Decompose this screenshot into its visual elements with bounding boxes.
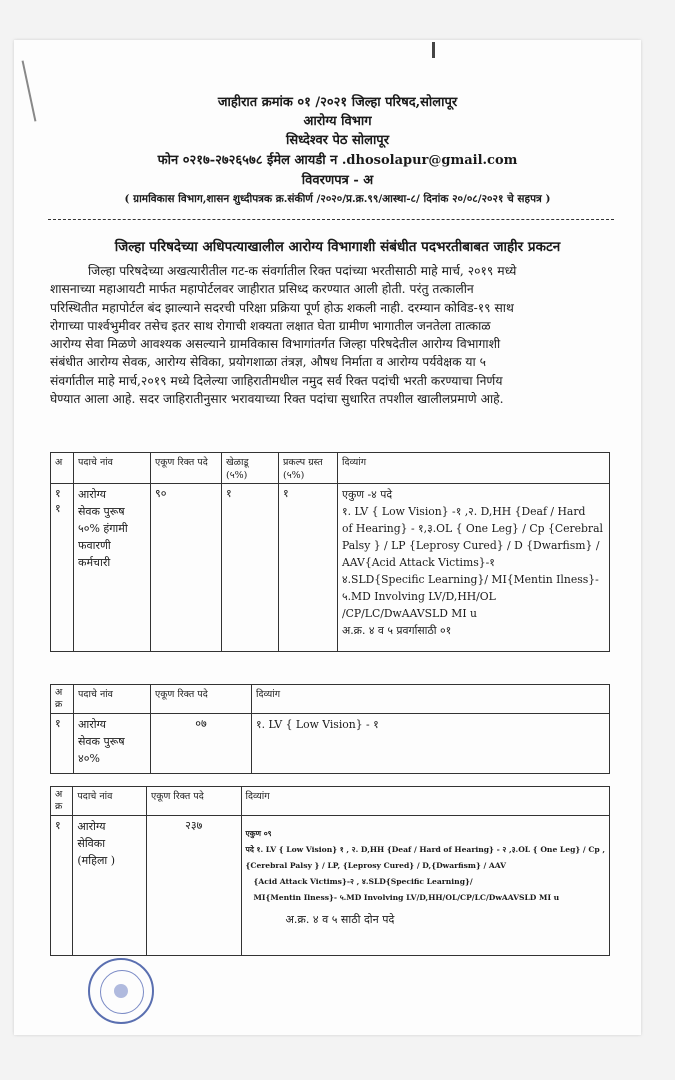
table-header-row <box>51 787 610 816</box>
header-sr: अ <box>51 453 74 484</box>
post-line: फवारणी <box>78 539 111 552</box>
disabled-note: अ.क्र. ४ व ५ साठी दोन पदे <box>285 913 395 926</box>
disabled-line: एकुण ०९ <box>245 829 272 838</box>
table-row <box>51 816 610 956</box>
table-row <box>51 484 610 652</box>
post-line: सेवक पुरूष <box>78 735 125 748</box>
notice-line: जिल्हा परिषदेच्या अखत्यारीतील गट-क संवर्गातील रिक्त पदांच्या भरतीसाठी माहे मार्च, २०१९ मध्ये <box>88 264 517 278</box>
disabled-line: of Hearing} - १,३.OL { One Leg} / Cp {Cerebral <box>342 522 603 535</box>
header-sr-label: क्र <box>55 801 63 812</box>
table-row <box>51 714 610 774</box>
header-sports-pct: (५%) <box>226 470 248 481</box>
post-line: आरोग्य <box>77 820 106 833</box>
header-sports <box>222 453 279 484</box>
header-post: पदाचे नांव <box>73 787 147 816</box>
reference-note: ( ग्रामविकास विभाग,शासन शुध्दीपत्रक क्र.संकीर्ण /२०२०/प्र.क्र.९९/आस्था-८/ दिनांक २०/०८/२०२१ चे सहपत्र ) <box>124 193 551 205</box>
notice-paragraph <box>50 262 610 408</box>
cell-disabled: १. LV { Low Vision} - १ <box>252 714 610 774</box>
table-header-row <box>51 453 610 484</box>
notice-line: घेण्यात आला आहे. सदर जाहिरातीनुसार भरावयाच्या रिक्त पदांचा सुधारित तपशील खालीलप्रमाणे आहे. <box>50 392 504 407</box>
cell-sr: १ <box>51 816 73 956</box>
statement-title: विवरणपत्र - अ <box>301 173 374 188</box>
cell-sr <box>51 484 74 652</box>
post-line: आरोग्य <box>78 718 107 731</box>
disabled-line: अ.क्र. ४ व ५ प्रवर्गासाठी ०१ <box>342 624 452 637</box>
header-disabled: दिव्यांग <box>252 685 610 714</box>
cell-total: ०७ <box>151 714 252 774</box>
disabled-line: पदे १. LV { Low Vision} १ , २. D,HH {Deaf / Hard of Hearing} - २ ,३.OL { One Leg} / Cp , <box>245 845 605 854</box>
header-post: पदाचे नांव <box>74 453 151 484</box>
cell-post <box>73 816 147 956</box>
table-header-row <box>51 685 610 714</box>
post-line: ५०% हंगामी <box>78 522 128 535</box>
separator-line <box>48 219 614 220</box>
notice-line: संवर्गातील माहे मार्च,२०१९ मध्ये दिलेल्या जाहिरातीमधील नमुद सर्व रिक्त पदांची भरती करण्याचा निर्णय <box>50 373 503 388</box>
disabled-line: {Acid Attack Victims}-२ , ४.SLD{Specific Learning}/ <box>253 877 473 886</box>
disabled-line: MI{Mentin Ilness}- ५.MD Involving LV/D,HH/OL/CP/LC/DwAAVSLD MI u <box>253 893 560 902</box>
notice-line: रोगाच्या पार्श्वभुमीवर तसेच इतर साथ रोगाची शक्यता लक्षात घेता ग्रामीण भागातील जनतेला तात्काळ <box>50 318 491 333</box>
post-line: सेविका <box>77 837 106 850</box>
cell-affected: १ <box>279 484 338 652</box>
department-name: आरोग्य विभाग <box>303 114 372 129</box>
header-sports-label: खेळाडू <box>226 457 249 468</box>
cell-total: ९० <box>151 484 222 652</box>
disabled-line: एकुण -४ पदे <box>342 488 393 501</box>
post-line: (महिला ) <box>77 854 116 867</box>
office-address: सिध्देश्वर पेठ सोलापूर <box>285 133 390 148</box>
disabled-line: Palsy } / LP {Leprosy Cured} / D {Dwarfism} / <box>342 539 600 552</box>
header-total: एकूण रिक्त पदे <box>151 453 222 484</box>
seal-emblem <box>114 984 128 998</box>
cell-sports: १ <box>222 484 279 652</box>
header-sr <box>51 787 73 816</box>
notice-heading: जिल्हा परिषदेच्या अधिपत्याखालील आरोग्य विभागाशी संबंधीत पदभरतीबाबत जाहीर प्रकटन <box>114 239 561 255</box>
cell-total: २३७ <box>146 816 241 956</box>
header-affected <box>279 453 338 484</box>
disabled-line: AAV{Acid Attack Victims}-१ <box>342 556 495 569</box>
header-affected-label: प्रकल्प ग्रस्त <box>283 457 323 468</box>
vacancy-table-1 <box>50 452 610 652</box>
vacancy-table-3 <box>50 786 610 956</box>
header-total: एकूण रिक्त पदे <box>146 787 241 816</box>
post-line: ४०% <box>78 752 100 765</box>
post-line: सेवक पुरूष <box>78 505 125 518</box>
disabled-line: ४.SLD{Specific Learning}/ MI{Mentin Ilness}- <box>342 573 599 586</box>
disabled-line: {Cerebral Palsy } / LP, {Leprosy Cured} / D,{Dwarfism} / AAV <box>245 861 507 870</box>
scan-mark <box>432 42 435 58</box>
cell-disabled <box>338 484 610 652</box>
cell-disabled <box>241 816 609 956</box>
disabled-line: /CP/LC/DwAAVSLD MI u <box>342 607 477 620</box>
header-disabled: दिव्यांग <box>241 787 609 816</box>
header-total: एकूण रिक्त पदे <box>151 685 252 714</box>
vacancy-table-2 <box>50 684 610 774</box>
sr-number: १ <box>55 487 61 500</box>
sr-number: १ <box>55 502 61 515</box>
cell-sr: १ <box>51 714 74 774</box>
advertisement-number: जाहीरात क्रमांक ०१ /२०२१ जिल्हा परिषद,सोलापूर <box>217 95 458 110</box>
disabled-line: १. LV { Low Vision} -१ ,२. D,HH {Deaf / Hard <box>342 505 586 518</box>
notice-line: आरोग्य सेवा मिळणे आवश्यक असल्याने ग्रामविकास विभागांतर्गत जिल्हा परिषदेतील आरोग्य विभागाशी <box>50 337 501 352</box>
header-affected-pct: (५%) <box>283 470 305 481</box>
header-sr-label: अ <box>55 789 63 800</box>
cell-post <box>74 714 151 774</box>
post-line: कर्मचारी <box>78 556 111 569</box>
notice-line: परिस्थितीत महापोर्टल बंद झाल्याने सदरची परिक्षा प्रक्रिया पूर्ण होऊ शकली नाही. दरम्यान कोविड-१९ साथ <box>50 300 514 315</box>
header-disabled: दिव्यांग <box>338 453 610 484</box>
header-sr <box>51 685 74 714</box>
cell-post <box>74 484 151 652</box>
header-sr-label: क्र <box>55 699 63 710</box>
official-seal-stamp <box>88 958 154 1024</box>
disabled-line: ५.MD Involving LV/D,HH/OL <box>342 590 496 603</box>
contact-info: फोन ०२१७-२७२६५७८ ईमेल आयडी न .dhosolapur@gmail.com <box>157 153 518 168</box>
notice-line: शासनाच्या महाआयटी मार्फत महापोर्टलवर जाहीरात प्रसिध्द करण्यात आली होती. परंतु तत्कालीन <box>50 282 474 297</box>
header-sr-label: अ <box>55 687 63 698</box>
header-post: पदाचे नांव <box>74 685 151 714</box>
notice-line: संबंधीत आरोग्य सेवक, आरोग्य सेविका, प्रयोगशाळा तंत्रज्ञ, औषध निर्माता व आरोग्य पर्यवेक्षक या ५ <box>50 355 487 370</box>
post-line: आरोग्य <box>78 488 107 501</box>
